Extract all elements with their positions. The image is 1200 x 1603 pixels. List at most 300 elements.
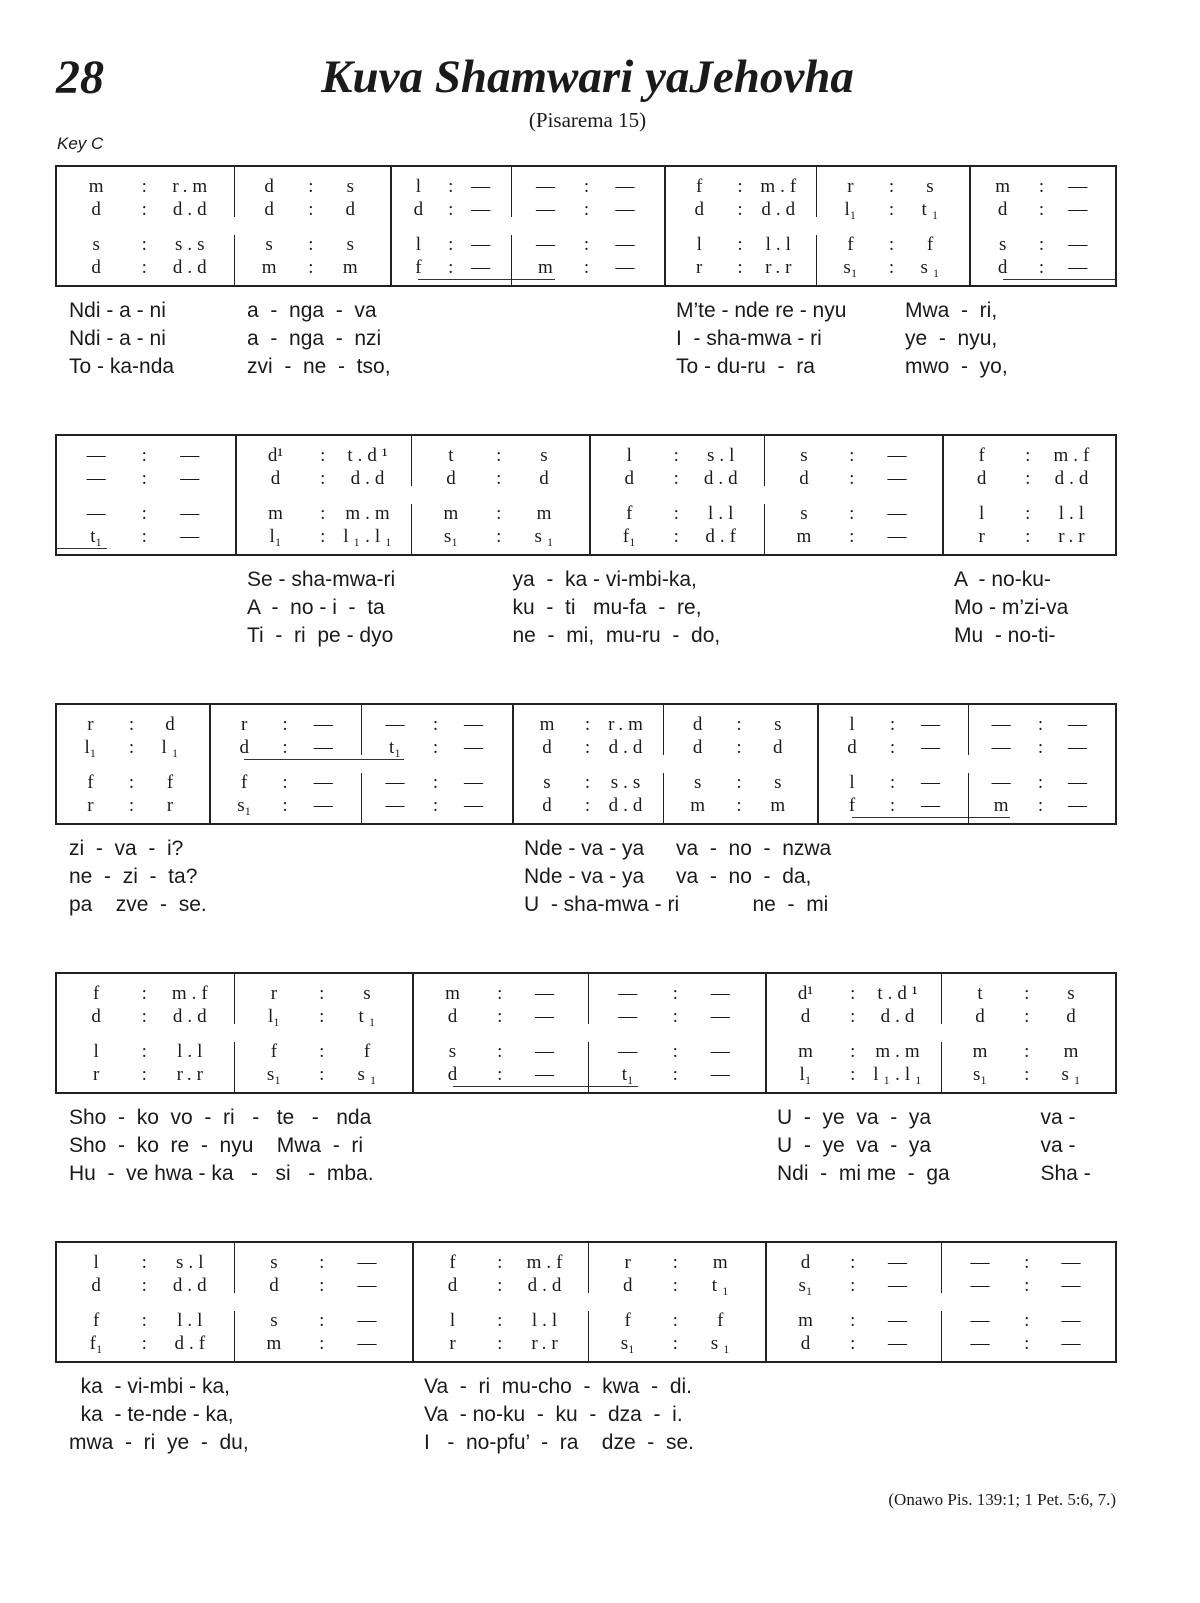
- beat-2: —: [615, 234, 640, 255]
- lyric-text: ya - ka - vi-mbi-ka,: [512, 568, 697, 591]
- beat-separator: :: [1024, 983, 1030, 1004]
- beat-2: f: [717, 1310, 729, 1331]
- beat-separator: :: [850, 1064, 856, 1085]
- tenor-part: [512, 234, 664, 256]
- lyric-text: ka - vi-mbi - ka,: [69, 1375, 231, 1398]
- beat-1: d: [542, 795, 552, 816]
- lyric-text: Sha -: [1040, 1162, 1091, 1185]
- beat-separator: :: [850, 1275, 856, 1296]
- alto-part: [57, 737, 209, 759]
- alto-part: [211, 737, 362, 759]
- beat-1: d: [264, 199, 274, 220]
- beat-2: d.d: [172, 257, 212, 278]
- beat-2: —: [1061, 1252, 1086, 1273]
- beat-1: s: [448, 1041, 457, 1062]
- beat-1: m: [539, 714, 555, 735]
- beat-2: s: [540, 445, 553, 466]
- beat-2: —: [471, 257, 496, 278]
- beat-separator: :: [736, 772, 742, 793]
- beat-2: m.f: [526, 1252, 568, 1273]
- beat-1: f: [847, 234, 854, 255]
- beat-separator: :: [584, 795, 591, 816]
- beat-2: s: [774, 714, 787, 735]
- song-subtitle: (Pisarema 15): [528, 108, 647, 132]
- beat-separator: :: [496, 468, 502, 489]
- beat-2: l₁.l₁: [343, 526, 397, 547]
- beat-2: —: [471, 199, 496, 220]
- beat-1: r: [87, 714, 94, 735]
- bass-part: [944, 526, 1115, 548]
- beat-separator: :: [448, 257, 454, 278]
- beat-1: r: [624, 1252, 631, 1273]
- beat-1: d: [446, 468, 456, 489]
- lyric-text: ne - mi, mu-ru - do,: [512, 624, 721, 647]
- beat-1: t: [977, 983, 983, 1004]
- beat-2: —: [710, 983, 735, 1004]
- beat-1: f: [449, 1252, 456, 1273]
- beat-2: —: [313, 737, 338, 758]
- soprano-part: [819, 714, 969, 736]
- beat-separator: :: [432, 737, 439, 758]
- lyric-line-verse-3: [55, 624, 1117, 652]
- lyric-text: Ti - ri pe - dyo: [247, 624, 394, 647]
- beat-1: t₁: [621, 1064, 634, 1085]
- beat-separator: :: [583, 257, 590, 278]
- beat-2: m: [536, 503, 557, 524]
- beat-separator: :: [282, 737, 288, 758]
- beat-separator: :: [141, 1310, 147, 1331]
- beat-1: f: [87, 772, 94, 793]
- beat-1: m: [266, 1333, 282, 1354]
- beat-1: —: [86, 468, 106, 489]
- beat-1: r: [696, 257, 703, 278]
- tenor-part: [211, 772, 362, 794]
- measure: [664, 167, 817, 285]
- beat-separator: :: [128, 772, 135, 793]
- alto-part: [971, 199, 1115, 221]
- beat-1: l: [449, 1310, 456, 1331]
- bass-part: [666, 257, 817, 279]
- beat-1: d: [264, 176, 274, 197]
- measure: [817, 167, 969, 285]
- beat-2: d.d: [880, 1006, 920, 1027]
- beat-1: l: [415, 176, 422, 197]
- lyric-line-verse-1: [55, 837, 1117, 865]
- beat-2: —: [464, 737, 488, 758]
- beat-1: m: [690, 795, 706, 816]
- lyric-line-verse-1: [55, 299, 1117, 327]
- beat-1: —: [970, 1275, 990, 1296]
- soprano-part: [392, 176, 512, 198]
- beat-2: —: [888, 1252, 912, 1273]
- beat-2: s₁: [1061, 1064, 1086, 1085]
- tenor-part: [817, 234, 969, 256]
- beat-separator: :: [584, 714, 591, 735]
- beat-2: —: [615, 199, 640, 220]
- beat-1: r: [847, 176, 854, 197]
- measure: [235, 974, 412, 1092]
- beat-1: s: [693, 772, 702, 793]
- staff: [55, 703, 1117, 825]
- tenor-part: [57, 1310, 235, 1332]
- tenor-part: [589, 1041, 765, 1063]
- tenor-part: [942, 1041, 1115, 1063]
- beat-1: t₁: [389, 737, 401, 758]
- beat-separator: :: [496, 503, 502, 524]
- beat-1: l: [978, 503, 985, 524]
- beat-1: l₁: [84, 737, 97, 758]
- staff: [55, 165, 1117, 287]
- lyric-line-verse-1: [55, 1106, 1117, 1134]
- beat-2: r.r: [765, 257, 797, 278]
- beat-1: l: [849, 714, 855, 735]
- beat-2: s: [774, 772, 787, 793]
- beat-1: s: [265, 234, 273, 255]
- tenor-part: [666, 234, 817, 256]
- beat-separator: :: [282, 772, 288, 793]
- lyric-text: a - nga - nzi: [247, 327, 382, 350]
- song-number: 28: [56, 51, 104, 104]
- lyric-text: A - no - i - ta: [247, 596, 385, 619]
- beat-2: m.f: [760, 176, 802, 197]
- beat-2: —: [921, 714, 945, 735]
- soprano-part: [666, 176, 817, 198]
- bass-part: [362, 795, 512, 817]
- beat-1: —: [991, 714, 1011, 735]
- staff: [55, 434, 1117, 556]
- beat-separator: :: [497, 1275, 503, 1296]
- beat-2: —: [1068, 234, 1093, 255]
- beat-1: —: [535, 176, 555, 197]
- alto-part: [817, 199, 969, 221]
- soprano-part: [235, 1252, 412, 1274]
- beat-1: s: [543, 772, 551, 793]
- alto-part: [514, 737, 664, 759]
- tenor-part: [362, 772, 512, 794]
- beat-separator: :: [141, 1333, 147, 1354]
- bass-part: [767, 1333, 942, 1355]
- beat-2: d.d: [608, 737, 648, 758]
- bass-part: [211, 795, 362, 817]
- beat-1: f: [270, 1041, 278, 1062]
- beat-1: f: [92, 1310, 100, 1331]
- beat-1: f: [415, 257, 422, 278]
- beat-separator: :: [320, 468, 326, 489]
- tenor-part: [591, 503, 765, 525]
- beat-1: m: [443, 503, 459, 524]
- beat-1: d: [542, 737, 552, 758]
- beat-separator: :: [673, 503, 679, 524]
- beat-separator: :: [308, 176, 314, 197]
- beat-1: m: [268, 503, 283, 524]
- bass-part: [971, 257, 1115, 279]
- beat-2: —: [357, 1333, 382, 1354]
- soprano-part: [514, 714, 664, 736]
- beat-separator: :: [141, 1041, 147, 1062]
- bass-part: [589, 1064, 765, 1086]
- tenor-part: [819, 772, 969, 794]
- beat-1: r: [241, 714, 248, 735]
- beat-2: r.r: [176, 1064, 208, 1085]
- lyric-text: ne - mi: [752, 893, 829, 916]
- beat-1: l₁: [267, 1006, 280, 1027]
- beat-separator: :: [319, 1064, 325, 1085]
- beat-2: —: [710, 1064, 735, 1085]
- tenor-part: [664, 772, 817, 794]
- measure: [664, 705, 817, 823]
- alto-part: [235, 1006, 412, 1028]
- beat-1: f: [241, 772, 248, 793]
- soprano-part: [942, 1252, 1115, 1274]
- alto-part: [942, 1006, 1115, 1028]
- beat-separator: :: [320, 503, 326, 524]
- tenor-part: [765, 503, 942, 525]
- beat-separator: :: [889, 795, 896, 816]
- beat-separator: :: [1024, 1064, 1030, 1085]
- beat-2: m.f: [1053, 445, 1095, 466]
- beat-1: l₁: [844, 199, 857, 220]
- beat-2: f: [926, 234, 939, 255]
- beat-separator: :: [850, 1310, 856, 1331]
- soprano-part: [589, 983, 765, 1005]
- beat-separator: :: [308, 199, 314, 220]
- beat-2: d: [773, 737, 788, 758]
- beat-1: m: [445, 983, 460, 1004]
- measure: [390, 167, 512, 285]
- beat-1: m: [972, 1041, 988, 1062]
- key-signature: Key C: [57, 134, 104, 153]
- measure: [942, 1243, 1115, 1361]
- beat-separator: :: [888, 176, 895, 197]
- lyric-line-verse-3: [55, 1162, 1117, 1190]
- beat-separator: :: [128, 714, 135, 735]
- measure: [942, 436, 1115, 554]
- soprano-part: [767, 1252, 942, 1274]
- alto-part: [57, 1006, 235, 1028]
- beat-separator: :: [850, 1333, 856, 1354]
- tenor-part: [971, 234, 1115, 256]
- beat-separator: :: [141, 983, 147, 1004]
- beat-separator: :: [672, 1006, 678, 1027]
- beat-separator: :: [737, 234, 743, 255]
- tenor-part: [392, 234, 512, 256]
- soprano-part: [414, 1252, 589, 1274]
- bass-part: [57, 257, 235, 279]
- beat-2: —: [464, 772, 488, 793]
- beat-2: r.m: [608, 714, 648, 735]
- bass-part: [414, 1333, 589, 1355]
- measure: [969, 705, 1115, 823]
- bass-part: [414, 1064, 589, 1086]
- tenor-part: [412, 503, 589, 525]
- beat-1: l₁: [799, 1064, 812, 1085]
- beat-separator: :: [448, 199, 454, 220]
- soprano-part: [235, 983, 412, 1005]
- beat-separator: :: [141, 257, 147, 278]
- beat-2: —: [180, 468, 205, 489]
- beat-2: m.m: [875, 1041, 925, 1062]
- beat-2: t.d¹: [877, 983, 923, 1004]
- beat-2: —: [535, 1064, 559, 1085]
- beat-2: —: [313, 714, 338, 735]
- beat-1: l: [93, 1041, 99, 1062]
- beat-1: l: [415, 234, 422, 255]
- beat-2: d: [345, 199, 361, 220]
- beat-2: —: [180, 526, 205, 547]
- soprano-part: [765, 445, 942, 467]
- tenor-part: [414, 1310, 589, 1332]
- lyrics: [55, 1375, 1117, 1465]
- beat-2: —: [180, 503, 205, 524]
- lyrics: [55, 568, 1117, 658]
- measure: [512, 705, 664, 823]
- beat-1: l₁: [269, 526, 282, 547]
- alto-part: [57, 468, 235, 490]
- beat-2: —: [710, 1006, 735, 1027]
- soprano-part: [767, 983, 942, 1005]
- beat-1: d: [91, 257, 101, 278]
- measure: [57, 436, 235, 554]
- beat-1: s₁: [620, 1333, 635, 1354]
- bass-part: [591, 526, 765, 548]
- alto-part: [57, 199, 235, 221]
- beat-separator: :: [850, 983, 856, 1004]
- beat-1: l: [696, 234, 702, 255]
- measure: [589, 1243, 765, 1361]
- beat-separator: :: [319, 1006, 325, 1027]
- lyric-text: ne - zi - ta?: [69, 865, 198, 888]
- beat-2: s.s: [610, 772, 646, 793]
- measure: [765, 1243, 942, 1361]
- beat-separator: :: [1038, 199, 1045, 220]
- lyric-text: ye - nyu,: [905, 327, 998, 350]
- beat-2: l.l: [531, 1310, 563, 1331]
- soprano-part: [57, 445, 235, 467]
- beat-separator: :: [141, 468, 147, 489]
- beat-1: f: [696, 176, 703, 197]
- beat-2: s₁: [920, 257, 945, 278]
- beat-2: t₁: [921, 199, 944, 220]
- lyric-line-verse-3: [55, 893, 1117, 921]
- soprano-part: [412, 445, 589, 467]
- beat-2: d: [1066, 1006, 1081, 1027]
- beat-1: m: [993, 795, 1009, 816]
- beat-1: —: [618, 1006, 638, 1027]
- soprano-part: [362, 714, 512, 736]
- lyric-line-verse-2: [55, 596, 1117, 624]
- alto-part: [414, 1006, 589, 1028]
- bass-part: [942, 1064, 1115, 1086]
- beat-1: d: [624, 468, 635, 489]
- beat-1: d: [239, 737, 249, 758]
- beat-2: s.l: [706, 445, 740, 466]
- lyric-line-verse-2: [55, 1134, 1117, 1162]
- beat-separator: :: [1025, 503, 1031, 524]
- beat-separator: :: [1024, 1333, 1030, 1354]
- beat-separator: :: [583, 176, 590, 197]
- alto-part: [666, 199, 817, 221]
- soprano-part: [512, 176, 664, 198]
- beat-separator: :: [672, 983, 678, 1004]
- measure: [765, 436, 942, 554]
- beat-1: s: [998, 234, 1007, 255]
- beat-2: m.f: [171, 983, 213, 1004]
- measure: [57, 705, 209, 823]
- tenor-part: [767, 1310, 942, 1332]
- beat-2: —: [1068, 257, 1093, 278]
- beat-separator: :: [1038, 234, 1045, 255]
- bass-part: [969, 795, 1115, 817]
- beat-2: m: [770, 795, 791, 816]
- beat-1: d: [975, 1006, 985, 1027]
- beat-1: m: [88, 176, 104, 197]
- bass-part: [237, 526, 412, 548]
- beat-1: s: [800, 445, 808, 466]
- beat-2: s₁: [534, 526, 559, 547]
- beat-separator: :: [320, 526, 326, 547]
- beat-2: s: [1067, 983, 1080, 1004]
- beat-1: —: [535, 199, 555, 220]
- soprano-part: [57, 1252, 235, 1274]
- beat-2: —: [471, 176, 496, 197]
- beat-separator: :: [141, 503, 147, 524]
- measure: [235, 1243, 412, 1361]
- beat-separator: :: [496, 526, 502, 547]
- beat-separator: :: [737, 199, 743, 220]
- lyric-text: U - sha-mwa - ri: [524, 893, 680, 916]
- beat-separator: :: [672, 1064, 678, 1085]
- beat-2: d.d: [703, 468, 743, 489]
- lyric-text: va -: [1040, 1106, 1076, 1129]
- soprano-part: [211, 714, 362, 736]
- measure: [969, 167, 1115, 285]
- system-3: [55, 703, 1117, 927]
- beat-separator: :: [1024, 1252, 1030, 1273]
- beat-2: m: [1063, 1041, 1084, 1062]
- soprano-part: [817, 176, 969, 198]
- beat-1: m: [995, 176, 1011, 197]
- lyric-line-verse-2: [55, 1403, 1117, 1431]
- tenor-part: [514, 772, 664, 794]
- beat-2: —: [1068, 176, 1093, 197]
- system-2: [55, 434, 1117, 658]
- alto-part: [512, 199, 664, 221]
- beat-separator: :: [497, 1333, 503, 1354]
- beat-separator: :: [672, 1275, 678, 1296]
- system-1: [55, 165, 1117, 389]
- lyric-text: va - no - da,: [676, 865, 812, 888]
- beat-separator: :: [141, 176, 147, 197]
- beat-separator: :: [672, 1333, 678, 1354]
- lyric-text: ka - te-nde - ka,: [69, 1403, 234, 1426]
- beat-separator: :: [889, 737, 896, 758]
- beat-2: —: [313, 772, 338, 793]
- beat-2: t₁: [358, 1006, 381, 1027]
- lyric-text: va - no - nzwa: [676, 837, 832, 860]
- beat-1: f: [848, 795, 856, 816]
- tenor-part: [942, 1310, 1115, 1332]
- soprano-part: [57, 176, 235, 198]
- measure: [362, 705, 512, 823]
- beat-2: —: [1068, 199, 1093, 220]
- beat-2: —: [887, 526, 912, 547]
- beat-separator: :: [736, 795, 742, 816]
- alto-part: [765, 468, 942, 490]
- beat-separator: :: [849, 445, 855, 466]
- alto-part: [412, 468, 589, 490]
- beat-2: s: [363, 983, 376, 1004]
- beat-1: s: [270, 1252, 278, 1273]
